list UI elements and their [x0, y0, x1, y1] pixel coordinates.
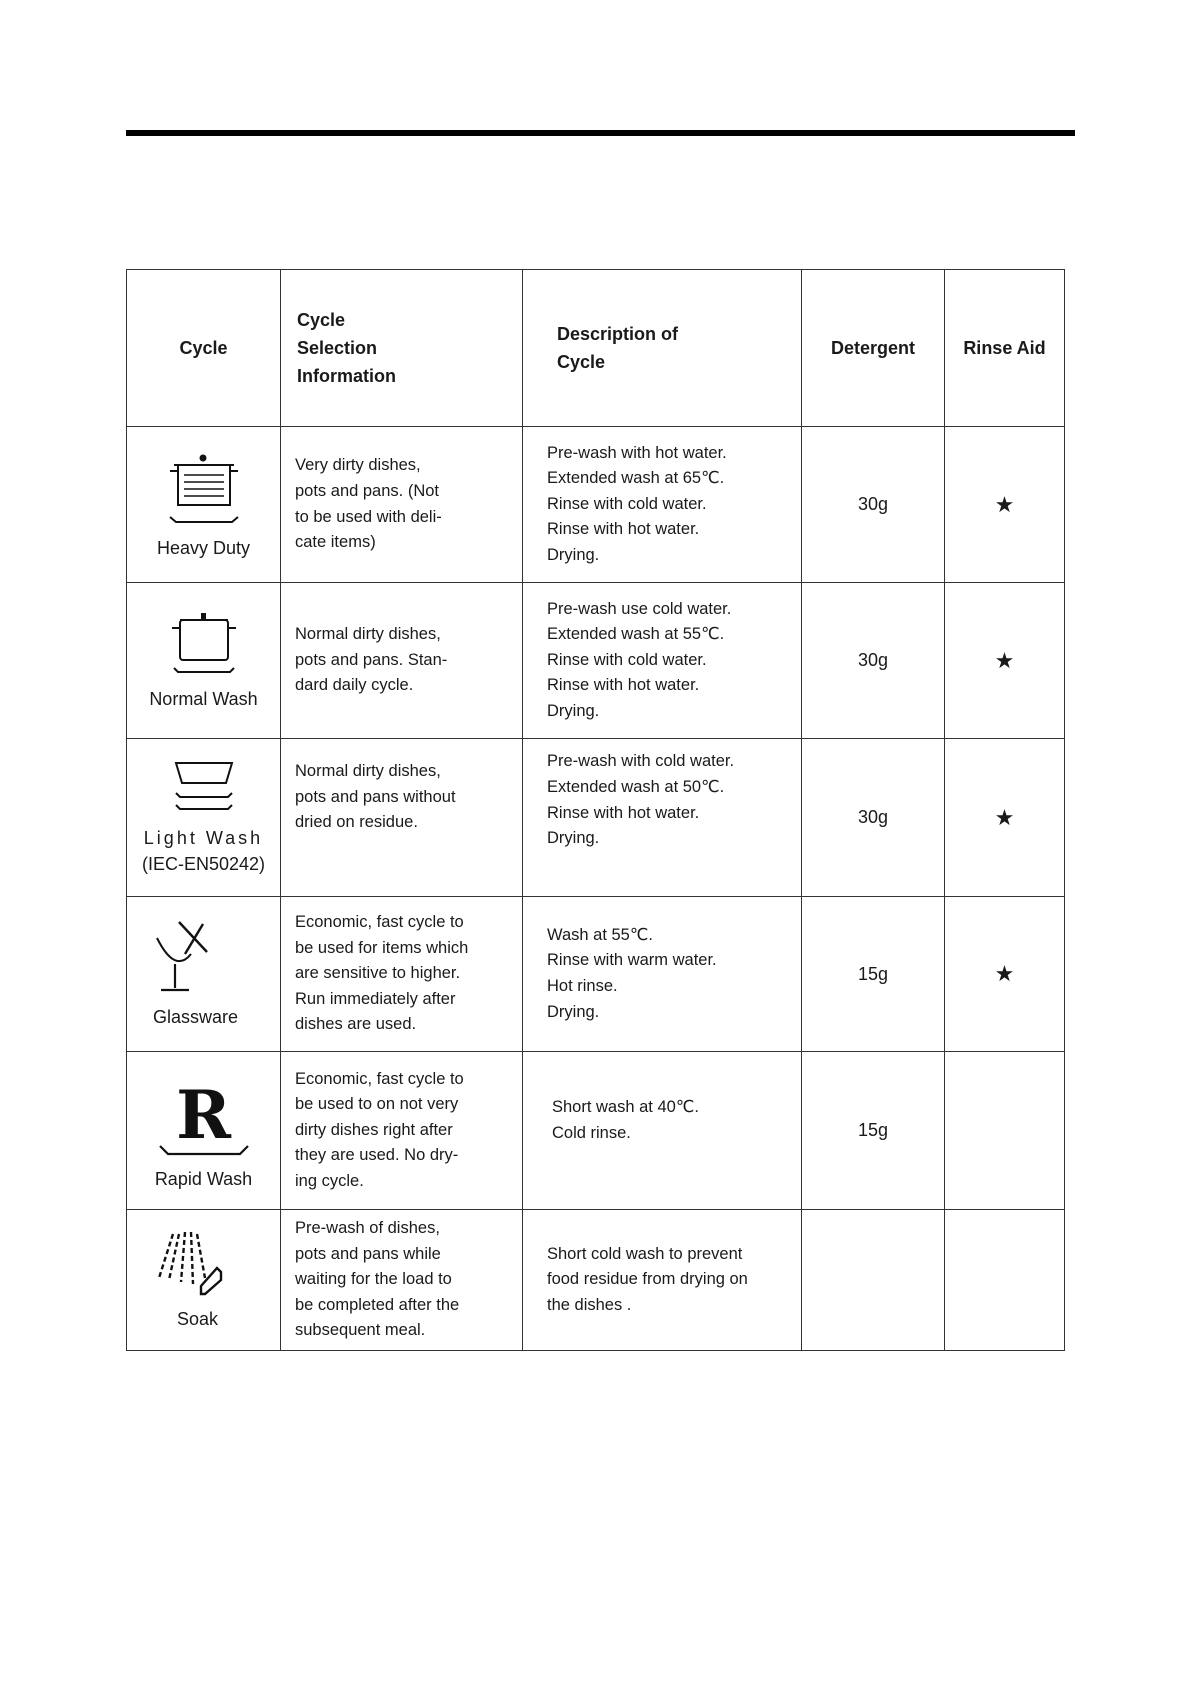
- detergent-amount-empty: [802, 1210, 945, 1351]
- table-row: [127, 1210, 1065, 1351]
- rinse-aid-star: ★: [945, 427, 1065, 583]
- table-row: [127, 1052, 1065, 1210]
- cycle-selection-info: Normal dirty dishes, pots and pans without dried on residue.: [281, 739, 523, 897]
- header-description-of-cycle: Description of Cycle: [523, 270, 802, 427]
- rinse-aid-empty: [945, 1210, 1065, 1351]
- rapid-wash-r-letter: R: [176, 1075, 231, 1154]
- table-row: [127, 583, 1065, 739]
- cycle-cell: [127, 1210, 281, 1351]
- header-detergent: Detergent: [802, 270, 945, 427]
- light-wash-bowl-icon: [164, 759, 244, 819]
- cycle-name: Rapid Wash: [154, 1168, 253, 1189]
- detergent-amount: 15g: [802, 897, 945, 1052]
- detergent-amount: 30g: [802, 427, 945, 583]
- cycle-cell: [127, 739, 281, 897]
- cycle-description: Pre-wash with cold water. Extended wash at 50℃. Rinse with hot water. Drying.: [523, 739, 802, 897]
- cycle-description: Short wash at 40℃. Cold rinse.: [523, 1052, 802, 1210]
- cycle-description: Pre-wash with hot water. Extended wash at 65℃. Rinse with cold water. Rinse with hot water. Drying.: [523, 427, 802, 583]
- soak-spray-icon: [147, 1228, 237, 1300]
- cycle-description: Short cold wash to prevent food residue from drying on the dishes .: [523, 1210, 802, 1351]
- normal-wash-pot-icon: [164, 610, 244, 680]
- cycle-cell: [127, 583, 281, 739]
- header-cycle: Cycle: [127, 270, 281, 427]
- header-cycle-selection-information: Cycle Selection Information: [281, 270, 523, 427]
- table-row: [127, 897, 1065, 1052]
- cycle-selection-info: Very dirty dishes, pots and pans. (Not to be used with deli- cate items): [281, 427, 523, 583]
- cycle-name: Glassware: [152, 1007, 239, 1027]
- cycle-name: Normal Wash: [149, 688, 258, 709]
- cycle-cell: [127, 1052, 281, 1210]
- rapid-wash-tray-icon: [156, 1088, 252, 1160]
- rinse-aid-star: ★: [945, 739, 1065, 897]
- cycle-description: Wash at 55℃. Rinse with warm water. Hot rinse. Drying.: [523, 897, 802, 1052]
- cycle-name: Heavy Duty: [156, 537, 251, 558]
- detergent-amount: 30g: [802, 583, 945, 739]
- cycle-name: Soak: [176, 1309, 219, 1329]
- rinse-aid-star: ★: [945, 897, 1065, 1052]
- cycle-description: Pre-wash use cold water. Extended wash at 55℃. Rinse with cold water. Rinse with hot water. Drying.: [523, 583, 802, 739]
- header-rinse-aid: Rinse Aid: [945, 270, 1065, 427]
- cycle-name: Light Wash: [143, 827, 264, 848]
- rapid-wash-r-icon: [156, 1075, 252, 1160]
- table-row: [127, 427, 1065, 583]
- detergent-amount: 30g: [802, 739, 945, 897]
- glassware-icon: [149, 918, 229, 998]
- heavy-duty-pot-icon: [164, 449, 244, 529]
- top-horizontal-rule: [126, 130, 1075, 136]
- cycle-selection-info: Economic, fast cycle to be used for items which are sensitive to higher. Run immediately after dishes are used.: [281, 897, 523, 1052]
- cycle-cell: [127, 897, 281, 1052]
- table-row: [127, 739, 1065, 897]
- cycle-standard: (IEC-EN50242): [141, 853, 266, 874]
- rinse-aid-star: ★: [945, 583, 1065, 739]
- cycle-selection-info: Pre-wash of dishes, pots and pans while waiting for the load to be completed after the subsequent meal.: [281, 1210, 523, 1351]
- cycle-cell: [127, 427, 281, 583]
- cycle-selection-info: Normal dirty dishes, pots and pans. Stan- dard daily cycle.: [281, 583, 523, 739]
- detergent-amount: 15g: [802, 1052, 945, 1210]
- table-header-row: [127, 270, 1065, 427]
- cycle-table: [126, 269, 1065, 1351]
- rinse-aid-empty: [945, 1052, 1065, 1210]
- cycle-selection-info: Economic, fast cycle to be used to on not very dirty dishes right after they are used. No dry- ing cycle.: [281, 1052, 523, 1210]
